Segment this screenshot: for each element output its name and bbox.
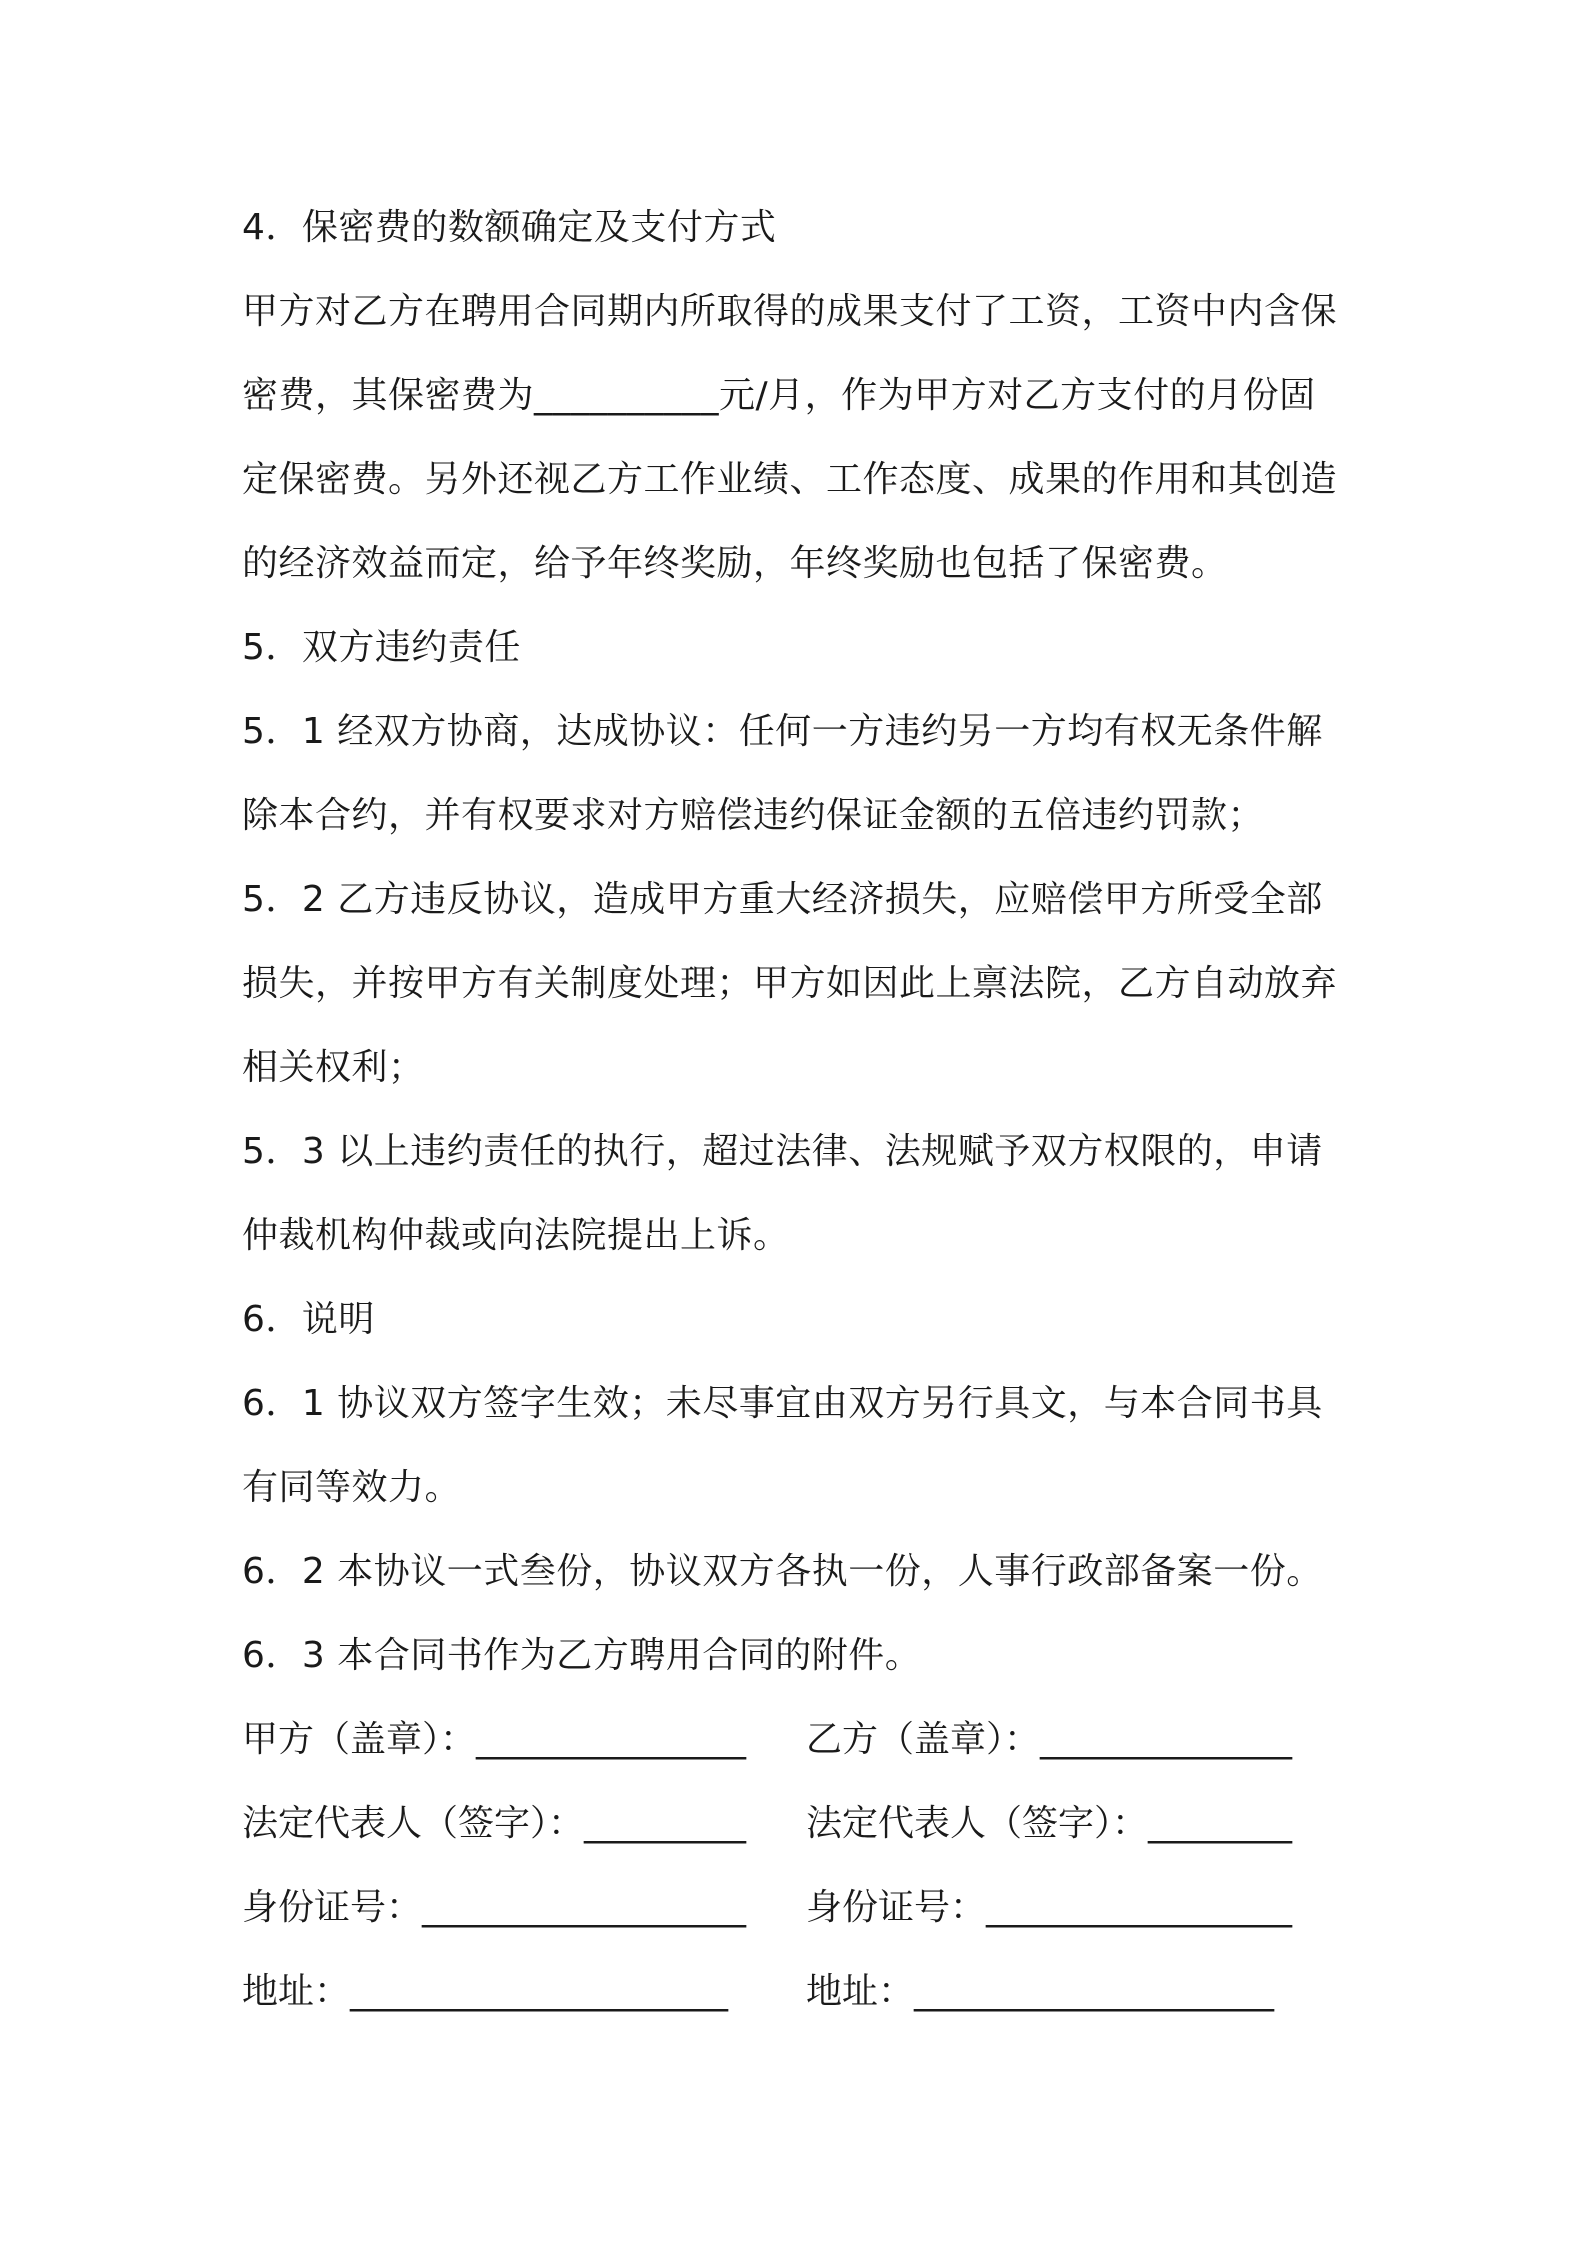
- section4-line-3: 定保密费。另外还视乙方工作业绩、工作态度、成果的作用和其创造: [242, 459, 1338, 500]
- party-a-representative-field: 法定代表人（签字）：_________: [242, 1803, 747, 1844]
- signature-row-id: [242, 1886, 1362, 1930]
- party-a-id-field: 身份证号：__________________: [242, 1887, 747, 1928]
- party-b-seal-field: 乙方（盖章）：______________: [806, 1719, 1293, 1760]
- section4-line-2: 密费，其保密费为__________元/月，作为甲方对乙方支付的月份固: [242, 375, 1316, 416]
- section4-heading: 4．保密费的数额确定及支付方式: [242, 207, 777, 248]
- section6-line-2: 有同等效力。: [242, 1467, 462, 1508]
- section5-line-3: 5．2 乙方违反协议，造成甲方重大经济损失，应赔偿甲方所受全部: [242, 879, 1323, 920]
- party-a-seal-field: 甲方（盖章）：_______________: [242, 1719, 747, 1760]
- section5-heading: 5．双方违约责任: [242, 627, 521, 668]
- signature-row-seal: [242, 1718, 1362, 1762]
- section5-line-7: 仲裁机构仲裁或向法院提出上诉。: [242, 1215, 790, 1256]
- section6-line-4: 6．3 本合同书作为乙方聘用合同的附件。: [242, 1635, 922, 1676]
- section4-line-4: 的经济效益而定，给予年终奖励，年终奖励也包括了保密费。: [242, 543, 1228, 584]
- party-b-representative-field: 法定代表人（签字）：________: [806, 1803, 1293, 1844]
- section5-line-5: 相关权利；: [242, 1047, 425, 1088]
- section6-line-1: 6．1 协议双方签字生效；未尽事宜由双方另行具文，与本合同书具: [242, 1383, 1323, 1424]
- section4-line-1: 甲方对乙方在聘用合同期内所取得的成果支付了工资，工资中内含保: [242, 291, 1338, 332]
- party-b-id-field: 身份证号：_________________: [806, 1887, 1293, 1928]
- section6-heading: 6．说明: [242, 1299, 375, 1340]
- party-b-address-field: 地址：____________________: [806, 1971, 1275, 2012]
- section5-line-4: 损失，并按甲方有关制度处理；甲方如因此上禀法院，乙方自动放弃: [242, 963, 1338, 1004]
- signature-row-address: [242, 1970, 1362, 2014]
- signature-row-representative: [242, 1802, 1362, 1846]
- section5-line-6: 5．3 以上违约责任的执行，超过法律、法规赋予双方权限的，申请: [242, 1131, 1323, 1172]
- section5-line-1: 5．1 经双方协商，达成协议：任何一方违约另一方均有权无条件解: [242, 711, 1323, 752]
- party-a-address-field: 地址：_____________________: [242, 1971, 729, 2012]
- section5-line-2: 除本合约，并有权要求对方赔偿违约保证金额的五倍违约罚款；: [242, 795, 1265, 836]
- section6-line-3: 6．2 本协议一式叁份，协议双方各执一份，人事行政部备案一份。: [242, 1551, 1323, 1592]
